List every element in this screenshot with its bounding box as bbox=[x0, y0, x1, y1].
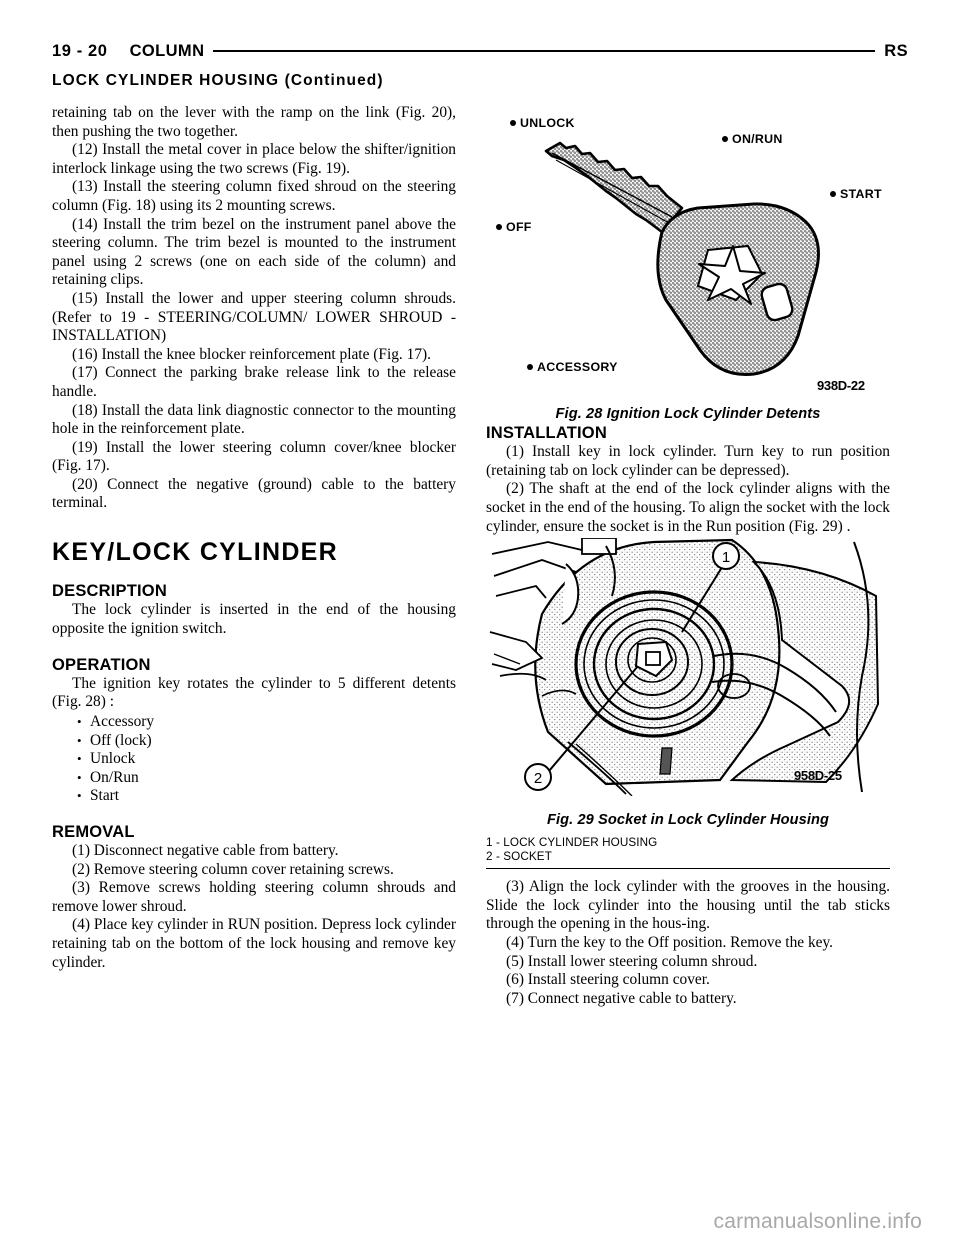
site-watermark: carmanualsonline.info bbox=[713, 1210, 922, 1233]
heading-removal: REMOVAL bbox=[52, 822, 135, 841]
heading-installation: INSTALLATION bbox=[486, 424, 607, 442]
header-rule bbox=[213, 50, 875, 52]
page-title: KEY/LOCK CYLINDER bbox=[52, 538, 339, 567]
installation-step-3: (3) Align the lock cylinder with the grooves in the housing. Slide the lock cylinder into the housing until the tab sticks through the opening in the hous-ing. bbox=[486, 878, 890, 933]
list-item: • Unlock bbox=[90, 750, 456, 769]
legend-item: 1 - LOCK CYLINDER HOUSING bbox=[486, 836, 658, 850]
detent-list bbox=[52, 713, 456, 806]
figure-29-legend bbox=[486, 836, 890, 863]
step-17: (17) Connect the parking brake release link to the release handle. bbox=[52, 364, 456, 400]
bullet-dot-icon bbox=[510, 120, 516, 126]
figure-28-caption: Fig. 28 Ignition Lock Cylinder Detents bbox=[555, 406, 821, 422]
step-20: (20) Connect the negative (ground) cable to the battery terminal. bbox=[52, 475, 456, 512]
step-12: (12) Install the metal cover in place below the shifter/ignition interlock linkage using the two screws (Fig. 19). bbox=[52, 141, 456, 177]
detent-label-on-run: ON/RUN bbox=[722, 132, 783, 146]
bullet-dot-icon bbox=[722, 136, 728, 142]
removal-step-2: (2) Remove steering column cover retaining screws. bbox=[72, 860, 394, 878]
left-column bbox=[52, 104, 456, 972]
legend-rule bbox=[486, 868, 890, 869]
list-item: • Off (lock) bbox=[90, 732, 456, 751]
figure-29-code: 958D-25 bbox=[794, 768, 842, 784]
removal-step-3: (3) Remove screws holding steering column shrouds and remove lower shroud. bbox=[52, 879, 456, 915]
bullet-dot-icon bbox=[496, 224, 502, 230]
step-14: (14) Install the trim bezel on the instrument panel above the steering column. The trim bezel is mounted to the instrument panel using 2 screws (one on each side of the column) and retaining clips. bbox=[52, 215, 456, 289]
key-illustration bbox=[486, 104, 890, 400]
figure-28-image bbox=[486, 104, 890, 400]
list-item: • Accessory bbox=[90, 713, 456, 732]
svg-text:1: 1 bbox=[721, 549, 731, 567]
heading-operation: OPERATION bbox=[52, 655, 151, 674]
step-18: (18) Install the data link diagnostic connector to the mounting hole in the reinforcement plate. bbox=[52, 401, 456, 438]
step-13: (13) Install the steering column fixed shroud on the steering column (Fig. 18) using its 2 mounting screws. bbox=[52, 178, 456, 214]
figure-29-image bbox=[486, 536, 890, 806]
installation-step-1: (1) Install key in lock cylinder. Turn key to run position (retaining tab on lock cylinder can be depressed). bbox=[486, 443, 890, 479]
section-name: COLUMN bbox=[129, 41, 205, 60]
installation-step-5: (5) Install lower steering column shroud. bbox=[506, 952, 758, 970]
model-mark: RS bbox=[884, 41, 908, 60]
step-16: (16) Install the knee blocker reinforcement plate (Fig. 17). bbox=[72, 345, 431, 363]
operation-text: The ignition key rotates the cylinder to 5 different detents (Fig. 28) : bbox=[52, 674, 456, 711]
bullet-dot-icon bbox=[527, 364, 533, 370]
right-column bbox=[486, 104, 890, 1008]
detent-label-accessory: ACCESSORY bbox=[527, 360, 618, 374]
installation-step-4: (4) Turn the key to the Off position. Remove the key. bbox=[506, 934, 834, 952]
detent-label-start: START bbox=[830, 187, 882, 201]
svg-text:2: 2 bbox=[533, 770, 543, 788]
removal-step-4: (4) Place key cylinder in RUN position. Depress lock cylinder retaining tab on the bottom of the lock housing and remove key cylinder. bbox=[52, 916, 456, 971]
installation-step-7: (7) Connect negative cable to battery. bbox=[506, 989, 737, 1007]
step-15: (15) Install the lower and upper steering column shrouds. (Refer to 19 - STEERING/COLUMN/ LOWER SHROUD - INSTALLATION) bbox=[52, 289, 456, 345]
bullet-dot-icon bbox=[830, 191, 836, 197]
list-item: • On/Run bbox=[90, 769, 456, 788]
page-folio: 19 - 20 bbox=[52, 41, 108, 60]
legend-item: 2 - SOCKET bbox=[486, 849, 552, 863]
installation-step-6: (6) Install steering column cover. bbox=[506, 971, 710, 989]
detent-label-unlock: UNLOCK bbox=[510, 116, 575, 130]
socket-housing-illustration bbox=[486, 536, 890, 806]
removal-step-1: (1) Disconnect negative cable from battery. bbox=[72, 842, 339, 860]
figure-28-code: 938D-22 bbox=[817, 378, 865, 393]
running-header bbox=[52, 38, 908, 64]
list-item: • Start bbox=[90, 787, 456, 806]
figure-29-caption: Fig. 29 Socket in Lock Cylinder Housing bbox=[546, 812, 830, 829]
step-19: (19) Install the lower steering column cover/knee blocker (Fig. 17). bbox=[52, 438, 456, 475]
continued-heading: LOCK CYLINDER HOUSING (Continued) bbox=[52, 72, 384, 89]
installation-step-2: (2) The shaft at the end of the lock cylinder aligns with the socket in the end of the housing. To align the socket with the lock cylinder, ensure the socket is in the Run position (Fig. 29) . bbox=[486, 480, 890, 535]
description-text: The lock cylinder is inserted in the end of the housing opposite the ignition switch. bbox=[52, 601, 456, 638]
heading-description: DESCRIPTION bbox=[52, 582, 167, 601]
detent-label-off: OFF bbox=[496, 220, 532, 234]
paragraph-continuation: retaining tab on the lever with the ramp on the link (Fig. 20), then pushing the two together. bbox=[52, 104, 456, 140]
